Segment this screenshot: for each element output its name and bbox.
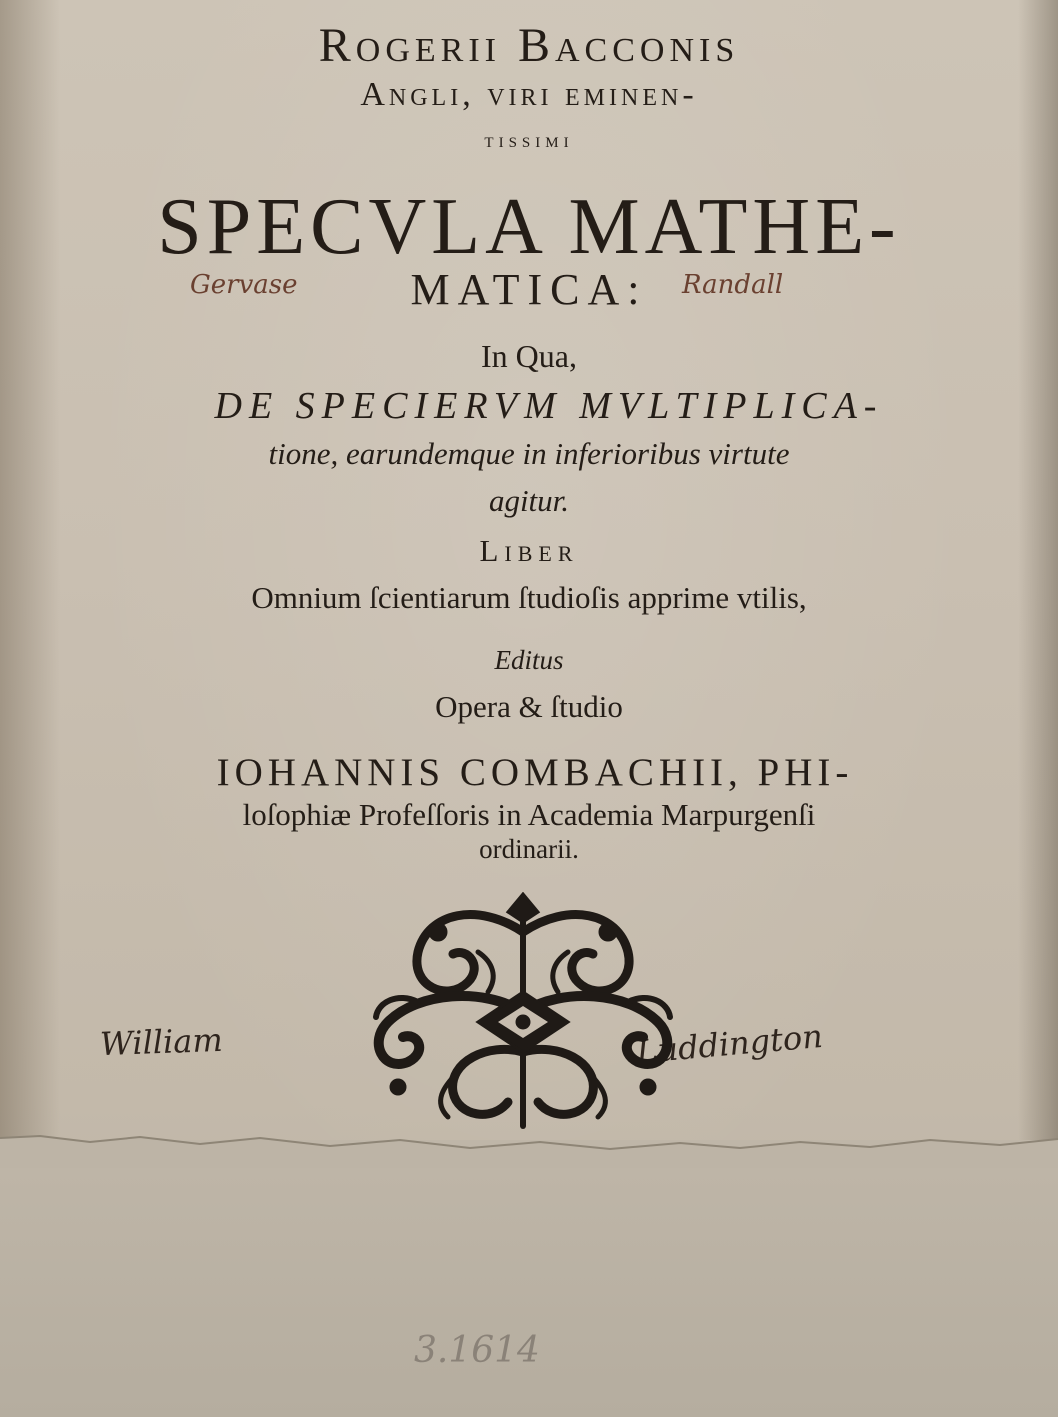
liber-line: Liber <box>479 533 579 568</box>
main-title-continued: MATICA: <box>410 265 648 314</box>
handwritten-name-left: Gervase <box>190 270 298 300</box>
editor-line-2: loſophiæ Profeſſoris in Academia Marpurgenſi <box>242 797 816 832</box>
editor-line: IOHANNIS COMBACHII, PHI- <box>216 751 854 794</box>
author-line: Rogerii Bacconis <box>318 19 740 72</box>
subject-line: DE SPECIERVM MVLTIPLICA- <box>214 385 884 427</box>
signature-left: William <box>99 1020 224 1064</box>
subject-line-3: agitur. <box>488 483 570 518</box>
subject-line-2: tione, earundemque in inferioribus virtute <box>268 436 790 471</box>
signature-right: Luddington <box>634 1016 825 1072</box>
lower-paper-band <box>0 1140 1058 1417</box>
pencil-note: 3.1614 <box>414 1330 540 1371</box>
liber-description: Omnium ſcientiarum ſtudioſis apprime vtilis, <box>251 580 807 615</box>
main-title: SPECVLA MATHE- <box>157 183 901 271</box>
descriptor-line-continued: tissimi <box>484 127 574 152</box>
editor-line-3: ordinarii. <box>479 834 579 864</box>
handwritten-name-right: Randall <box>682 270 784 300</box>
editus-line: Editus <box>494 645 564 675</box>
opera-line: Opera & ſtudio <box>435 689 623 724</box>
descriptor-line: Angli, viri eminen- <box>360 76 698 113</box>
printers-ornament-icon <box>358 892 688 1136</box>
in-qua-line: In Qua, <box>481 338 577 374</box>
